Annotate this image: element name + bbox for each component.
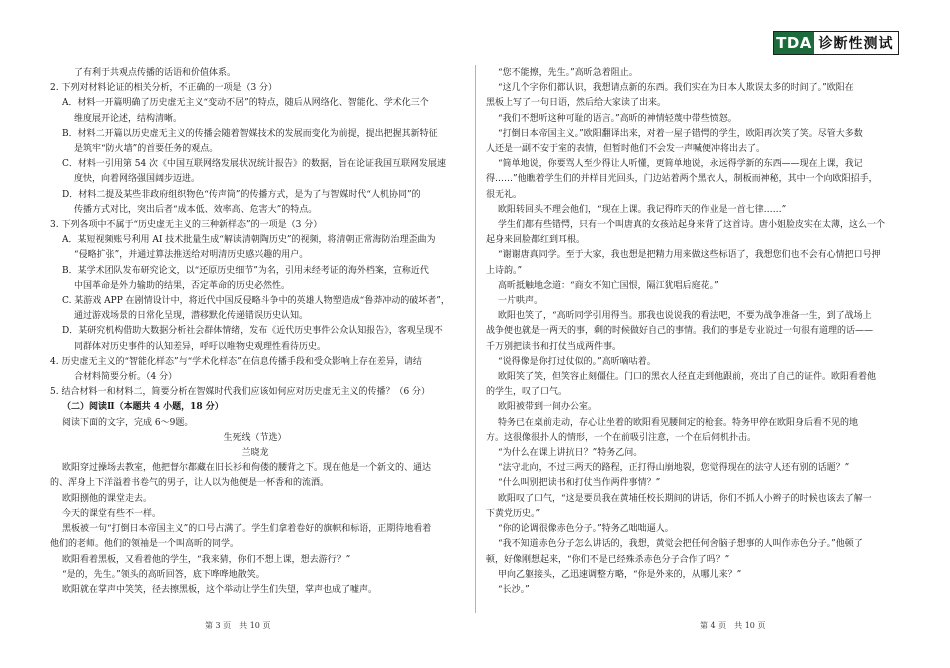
- right-text-line: “我们不想听这种可耻的语言。”高昕的神情轻蔑中带些愤怒。: [498, 113, 737, 124]
- right-text-line: “法守北向，不过三两天的路程，正打得山崩地裂，您觉得现在的法守人还有别的话题？”: [498, 463, 850, 474]
- right-text-line: 上诗韵。”: [486, 265, 523, 276]
- left-text-line: 兰晓龙: [241, 448, 269, 459]
- column-divider: [475, 65, 476, 613]
- left-text-line: 今天的课堂有些不一样。: [62, 508, 162, 519]
- right-text-line: 方。这很像很扑人的情形，一个在前吸引注意，一个在后伺机扑击。: [486, 432, 757, 443]
- right-text-line: 下黄党历史。”: [486, 508, 541, 519]
- right-text-line: 黑板上写了一句日语，然后给大家读了出来。: [486, 98, 667, 109]
- left-text-line: 欧阳穿过操场去教室，他把督尔都藏在旧长衫和佝偻的腰背之下。现在他是一个新文的、通达: [62, 463, 432, 474]
- right-text-line: 千万别把读书和打仗当成两件事。: [486, 341, 622, 352]
- right-page-column: [486, 66, 904, 598]
- left-text-line: 合材料简要分析。（4 分）: [74, 372, 178, 383]
- left-page-footer: 第 3 页 共 10 页: [205, 621, 271, 630]
- left-text-line: 4. 历史虚无主义的“智能化样态”与“学术化样态”在信息传播手段和受众影响上存在差异，请结: [50, 356, 422, 367]
- right-text-line: 高昕抵触地念道：“商女不知亡国恨，隔江犹唱后庭花。”: [498, 280, 719, 291]
- brand-label: 诊断性测试: [814, 32, 898, 54]
- right-text-line: “打倒日本帝国主义。”欧阳翻译出来，对着一屋子错愕的学生，欧阳再次笑了笑。尽管大多数: [498, 128, 863, 139]
- left-text-line: 黑板被一句“打倒日本帝国主义”的口号占满了。学生们拿着卷好的旗帜和标语，正期待地看着: [62, 524, 432, 535]
- right-page-footer: 第 4 页 共 10 页: [700, 621, 766, 630]
- left-text-line: 3. 下列各项中不属于“历史虚无主义的三种新样态”的一项是（3 分）: [50, 220, 323, 231]
- left-text-line: 欧阳捌他的课堂走去。: [62, 493, 153, 504]
- right-text-line: 欧阳转回头不理会他们，“现在上课。我记得昨天的作业是一首七律……”: [498, 204, 787, 215]
- right-text-line: 起身来回脸都红到耳根。: [486, 235, 586, 246]
- right-text-line: 欧阳也笑了，“高昕同学引用得当。那我也说说我的看法吧，不要为战争准备一生，到了战场上: [498, 311, 872, 322]
- right-text-line: 顿，好像刚想起来，“你们不是已经殊杀赤色分子合作了吗？”: [486, 554, 730, 565]
- right-text-line: “我不知道赤色分子怎么讲话的，我想，黄觉会把任何舍脑子想事的人叫作赤色分子。”他顿了: [498, 539, 863, 550]
- right-text-line: 的学生，叹了口气。: [486, 387, 568, 398]
- left-text-line: 了有利于共观点传播的话语和价值体系。: [74, 68, 237, 78]
- right-text-line: 战争便也就是一两天的事，剩的时候做好自己的事情。我们的事是专业说过一句很有道理的话——: [486, 326, 874, 337]
- brand-logo: TDA: [774, 32, 814, 54]
- left-text-line: D．材料二提及某些非政府组织物色“传声筒”的传播方式，是为了与智媒时代“人机协同”的: [62, 189, 421, 200]
- left-text-line: 维度展开论述，结构清晰。: [74, 113, 183, 124]
- left-text-line: 5. 结合材料一和材料二，简要分析在智媒时代我们应该如何应对历史虚无主义的传播？（6 分）: [50, 387, 431, 398]
- brand-badge: [773, 31, 899, 55]
- left-text-line: 传播方式对比，突出后者“成本低、效率高、危害大”的特点。: [74, 204, 318, 215]
- right-text-line: “这几个字你们都认识，我想请点新的东西。我们实在为日本人欺误太多的时间了。”欧阳在: [498, 83, 854, 94]
- left-text-line: C. 某游戏 APP 在剧情设计中，将近代中国反侵略斗争中的英雄人物塑造成“鲁莽冲动的破坏者”，: [62, 296, 450, 307]
- right-text-line: 特务已在桌前走动，存心让坐着的欧阳看见腰间定的枪套。特务甲停在欧阳身后看不见的地: [498, 417, 859, 428]
- right-text-line: 学生们都有些错愕，只有一个叫唐真的女孩站起身来背了这首诗。唐小姐脸皮实在太薄，这么一个: [498, 220, 886, 231]
- left-text-line: 度快，向着网络强国阔步迈进。: [74, 174, 201, 185]
- left-text-line: （二）阅读Ⅱ（本题共 4 小题，18 分）: [62, 402, 224, 413]
- left-text-line: 阅读下面的文字，完成 6～9题。: [62, 417, 194, 428]
- left-text-line: 欧阳看着黑板，又看着他的学生，“我来猜，你们不想上课，想去游行？”: [62, 554, 351, 565]
- left-text-line: “侵略扩张”，并通过算法推送给对明清历史感兴趣的用户。: [74, 250, 309, 261]
- left-text-line: A．某短视频账号利用 AI 技术批量生成“解读清朝陶历史”的视频，将清朝正常海防治理歪曲为: [62, 235, 436, 246]
- right-text-line: 甲向乙躯接头，乙迅速调整方略，“你是外来的，从哪儿来？”: [498, 569, 742, 580]
- left-text-line: 是筑牢“防火墙”的首要任务的观点。: [74, 144, 219, 155]
- left-text-line: 欧阳就在掌声中笑笑，径去擦黑板，这个举动让学生们失望，掌声也成了嘘声。: [62, 584, 378, 595]
- right-text-line: “简单地说，你要骂人至少得让人听懂，更简单地说，永远得学新的东西——现在上课，我记: [498, 159, 863, 170]
- right-text-line: “你的论调很像赤色分子。”特务乙咄咄逼人。: [498, 524, 674, 535]
- right-text-line: “您不能擦，先生。”高昕急着阻止。: [498, 68, 638, 78]
- right-text-line: 欧阳被带到一间办公室。: [498, 402, 598, 413]
- right-text-line: 欧阳笑了笑，但笑容止刻僵住。门口的黑衣人径直走到他跟前，亮出了自己的证件。欧阳看着他: [498, 372, 877, 383]
- left-text-line: A．材料一开篇明确了历史虚无主义“变动不居”的特点，随后从网络化、智能化、学术化三个: [62, 98, 429, 109]
- left-text-line: 的、浑身上下洋溢着书卷气的男子，让人以为他便是一杯香和的流酒。: [50, 478, 330, 489]
- right-text-line: “长沙。”: [498, 584, 530, 595]
- left-text-line: 同群体对历史事件的认知差异，呼吁以唯物史观理性看待历史。: [74, 341, 327, 352]
- left-text-line: 中国革命是外力输助的结果，否定革命的历史必然性。: [74, 280, 291, 291]
- right-text-line: 得……”他瞧着学生们的并样目光回头，门边站着两个黑衣人，制板而神秘，其中一个向欧阳招手，: [486, 174, 878, 185]
- left-text-line: D．某研究机构借助大数据分析社会群体情绪，发布《近代历史事件公众认知报告》，客观呈现不: [62, 326, 443, 337]
- left-text-line: 他们的老师。他们的领袖是一个叫高昕的同学。: [50, 539, 240, 550]
- right-text-line: “谢谢唐真同学。至于大家，我也想是把精力用来做这些标语了，我想您们也不会有心情把口号押: [498, 250, 881, 261]
- right-text-line: “为什么在课上讲抗日？”特务乙问。: [498, 448, 643, 459]
- right-text-line: 人还是一副不安于室的表情，但暂时他们不会发一声喊便冲将出去了。: [486, 144, 766, 155]
- right-text-line: 欧阳叹了口气，“这是要员我在黄埔任校长期间的讲话，你们不抓人小辫子的时候也该去了解一: [498, 493, 872, 504]
- left-text-line: 2. 下列对材料论证的相关分析，不正确的一项是（3 分）: [50, 83, 278, 94]
- left-text-line: “是的，先生。”领头的高昕回答，底下哗哗地散笑。: [62, 569, 265, 580]
- left-text-line: 生死线（节选）: [223, 432, 287, 443]
- left-page-column: [50, 66, 460, 598]
- right-text-line: 一片哄声。: [498, 296, 544, 307]
- left-text-line: 通过游戏场景的日常化呈现，潜移默化传递错误历史认知。: [74, 311, 309, 322]
- left-text-line: C．材料一引用第 54 次《中国互联网络发展状况统计报告》的数据，旨在论证我国互联网发展速: [62, 159, 447, 170]
- right-text-line: 很无礼。: [486, 189, 523, 200]
- left-text-line: B．材料二开篇以历史虚无主义的传播会随着智媒技术的发展而变化为前提，提出把握其新特征: [62, 128, 438, 139]
- right-text-line: “说得像是你打过仗似的。”高昕嘀咕着。: [498, 356, 656, 367]
- left-text-line: B．某学术团队发布研究论文，以“还原历史细节”为名，引用未经考证的海外档案，宣称近代: [62, 265, 429, 276]
- right-text-line: “什么叫别把读书和打仗当作两件事情？”: [498, 478, 661, 489]
